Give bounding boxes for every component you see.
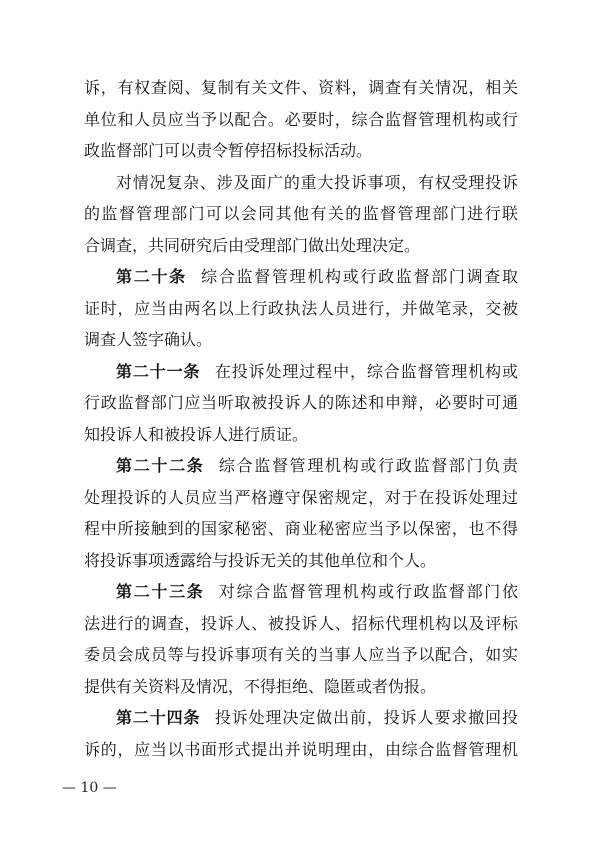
text-line: 合调查，共同研究后由受理部门做出处理决定。 [84,235,421,255]
text-line: 证时，应当由两名以上行政执法人员进行，并做笔录，交被 [84,298,518,318]
article-paragraph [84,576,518,702]
text-line [84,576,518,608]
article-heading: 第二十三条 [116,582,205,601]
text-line-content: 对综合监督管理机构或行政监督部门依 [218,582,518,601]
text-line: 行政监督部门应当听取被投诉人的陈述和申辩，必要时可通 [84,393,518,412]
text-line: 对情况复杂、涉及面广的重大投诉事项，有权受理投诉 [116,172,518,192]
text-line: 程中所接触到的国家秘密、商业秘密应当予以保密，也不得 [84,519,518,538]
article-paragraph [84,450,518,576]
document-body [84,72,518,765]
text-line-content: 在投诉处理过程中，综合监督管理机构或 [214,361,518,381]
text-line: 调查人签字确认。 [84,330,213,349]
paragraph [84,167,518,262]
article-heading: 第二十二条 [116,456,205,475]
text-line [84,261,518,293]
text-line: 单位和人员应当予以配合。必要时，综合监督管理机构或行 [84,109,518,129]
text-line: 将投诉事项透露给与投诉无关的其他单位和个人。 [84,550,437,570]
text-line-content: 投诉处理决定做出前，投诉人要求撤回投 [214,708,518,727]
text-line-content: 综合监督管理机构或行政监督部门调查取 [201,267,518,286]
text-line: 提供有关资料及情况，不得拒绝、隐匿或者伪报。 [84,676,437,696]
article-paragraph [84,261,518,356]
text-line: 诉，有权查阅、复制有关文件、资料，调查有关情况，相关 [84,78,518,97]
text-line-content: 综合监督管理机构或行政监督部门负责 [218,456,518,475]
article-heading: 第二十四条 [116,708,201,727]
text-line [84,702,518,734]
paragraph [84,72,518,167]
article-paragraph [84,702,518,765]
text-line: 的监督管理部门可以会同其他有关的监督管理部门进行联 [84,204,518,223]
text-line: 委员会成员等与投诉事项有关的当事人应当予以配合，如实 [84,645,518,664]
article-paragraph [84,356,518,451]
text-line: 政监督部门可以责令暂停招标投标活动。 [84,141,373,160]
text-line: 处理投诉的人员应当严格遵守保密规定，对于在投诉处理过 [84,487,518,507]
text-line: 法进行的调查，投诉人、被投诉人、招标代理机构以及评标 [84,613,518,633]
page-number: — 10 — [62,780,117,796]
article-heading: 第二十条 [116,267,187,286]
text-line [84,356,518,388]
text-line: 诉的，应当以书面形式提出并说明理由，由综合监督管理机 [84,739,518,759]
text-line [84,450,518,482]
text-line: 知投诉人和被投诉人进行质证。 [84,424,309,444]
article-heading: 第二十一条 [116,361,201,381]
